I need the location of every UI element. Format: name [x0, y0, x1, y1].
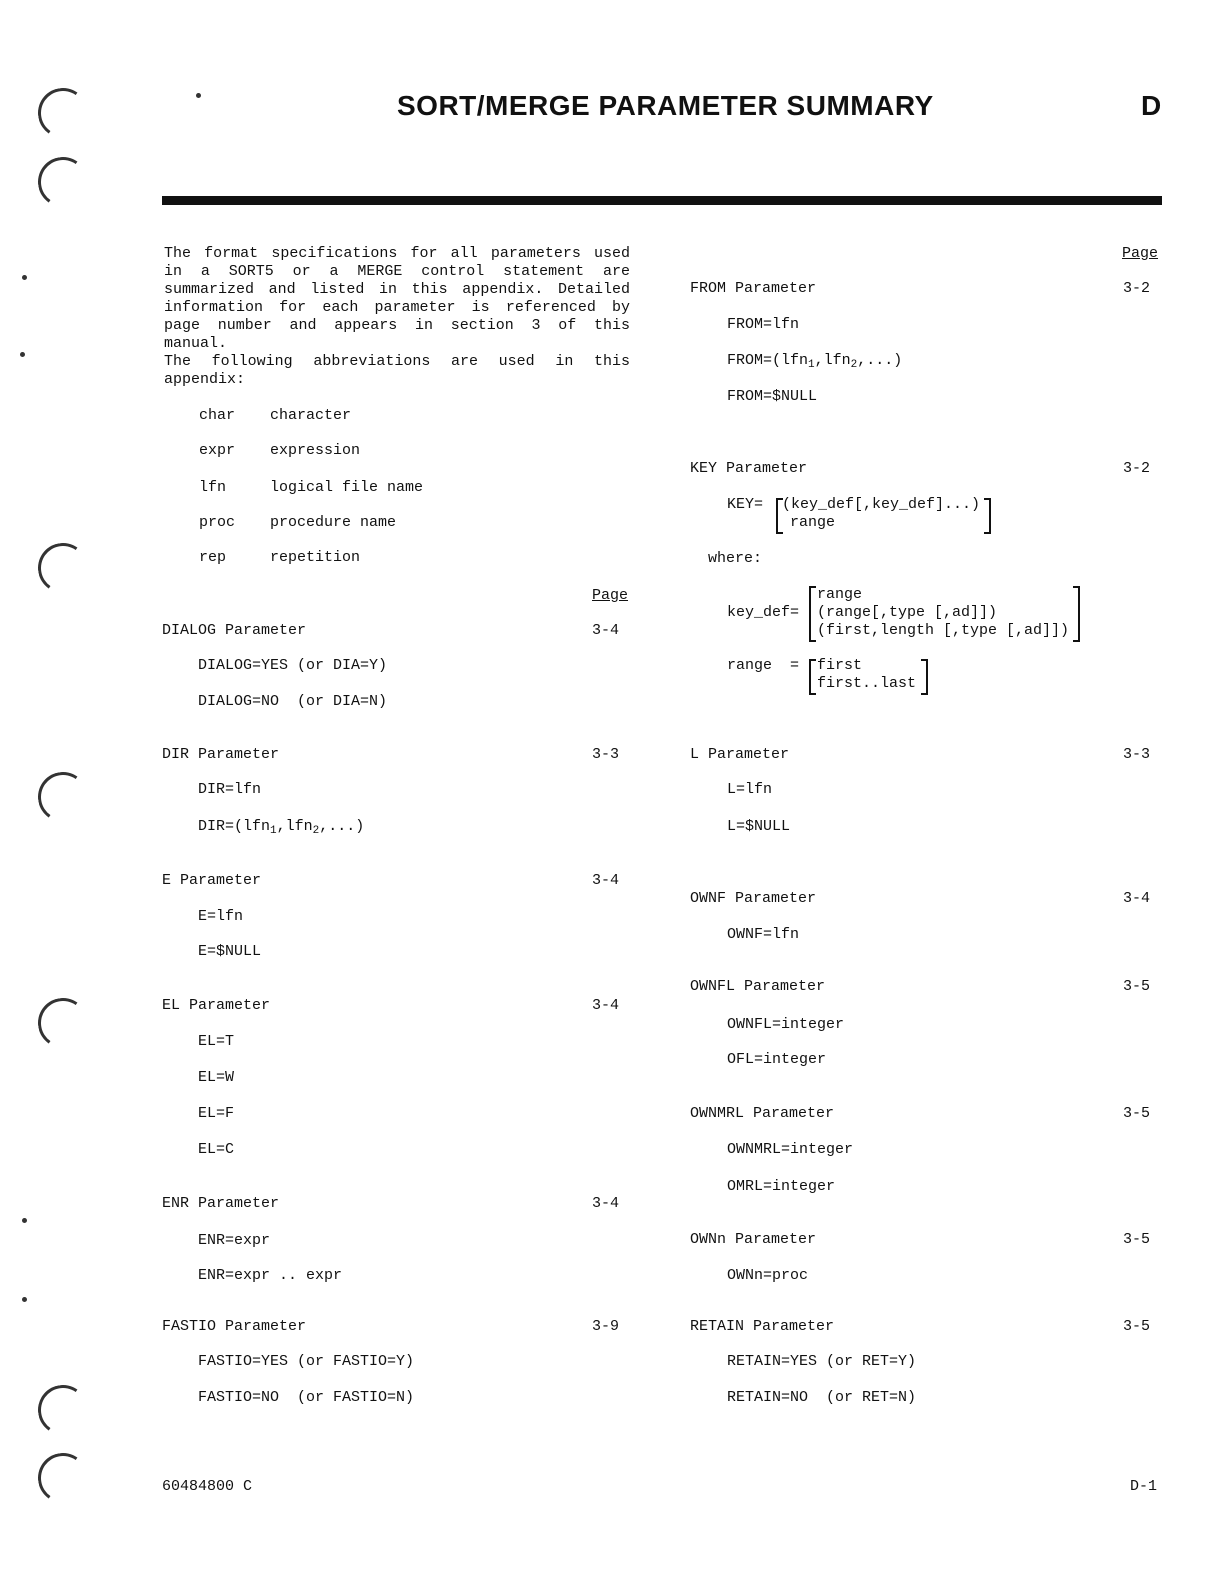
abbreviation-meaning: character [270, 407, 352, 424]
parameter-form: DIALOG=YES (or DIA=Y) [198, 657, 388, 674]
abbreviation-meaning: repetition [270, 549, 361, 566]
parameter-heading: ENR Parameter [162, 1195, 280, 1212]
page-reference: 3-4 [592, 997, 620, 1014]
binder-hole-mark [34, 539, 92, 597]
binder-hole-mark [34, 1449, 92, 1507]
right-bracket [984, 498, 991, 534]
page-reference: 3-3 [1123, 746, 1151, 763]
parameter-form: ENR=expr [198, 1232, 271, 1249]
page-title: SORT/MERGE PARAMETER SUMMARY [397, 90, 934, 121]
parameter-heading: E Parameter [162, 872, 262, 889]
parameter-form: E=$NULL [198, 943, 262, 960]
parameter-form: DIALOG=NO (or DIA=N) [198, 693, 388, 710]
range-option: first..last [817, 675, 917, 692]
binder-hole-mark [34, 768, 92, 826]
page-reference: 3-5 [1123, 978, 1151, 995]
key-def-option: range [817, 586, 863, 603]
abbreviation-meaning: procedure name [270, 514, 397, 531]
parameter-form: RETAIN=NO (or RET=N) [727, 1389, 917, 1406]
range-option: first [817, 657, 863, 674]
parameter-heading: KEY Parameter [690, 460, 808, 477]
parameter-form: OWNFL=integer [727, 1016, 845, 1033]
abbreviation-term: lfn [199, 479, 227, 496]
parameter-form: L=$NULL [727, 818, 791, 835]
abbreviation-term: expr [199, 442, 236, 459]
page-column-heading: Page [1122, 245, 1159, 262]
parameter-form: OWNn=proc [727, 1267, 809, 1284]
binder-hole-mark [34, 994, 92, 1052]
page-reference: 3-2 [1123, 460, 1151, 477]
parameter-heading: DIALOG Parameter [162, 622, 307, 639]
parameter-form: OWNF=lfn [727, 926, 800, 943]
key-def-label: key_def= [727, 604, 800, 621]
header-rule [162, 196, 1162, 205]
page-number: D-1 [1130, 1478, 1158, 1495]
abbreviation-term: char [199, 407, 236, 424]
abbreviation-term: proc [199, 514, 236, 531]
parameter-heading: OWNFL Parameter [690, 978, 826, 995]
parameter-heading: L Parameter [690, 746, 790, 763]
parameter-form: RETAIN=YES (or RET=Y) [727, 1353, 917, 1370]
key-def-option: (first,length [,type [,ad]]) [817, 622, 1070, 639]
parameter-heading: FROM Parameter [690, 280, 817, 297]
parameter-heading: RETAIN Parameter [690, 1318, 835, 1335]
parameter-form: E=lfn [198, 908, 244, 925]
key-label: KEY= [727, 496, 764, 513]
parameter-form: FROM=(lfn$_1$,lfn$_2$,...) [727, 352, 903, 371]
parameter-heading: OWNMRL Parameter [690, 1105, 835, 1122]
page-reference: 3-4 [592, 622, 620, 639]
key-def-option: (range[,type [,ad]]) [817, 604, 998, 621]
abbreviation-meaning: logical file name [270, 479, 424, 496]
page-reference: 3-5 [1123, 1105, 1151, 1122]
parameter-form: DIR=lfn [198, 781, 262, 798]
abbreviation-meaning: expression [270, 442, 361, 459]
page-reference: 3-3 [592, 746, 620, 763]
parameter-form: DIR=(lfn$_1$,lfn$_2$,...) [198, 818, 365, 837]
abbreviations-intro: The following abbreviations are used in this appendix: [164, 353, 630, 388]
parameter-heading: EL Parameter [162, 997, 271, 1014]
page-reference: 3-4 [592, 1195, 620, 1212]
page-reference: 3-4 [592, 872, 620, 889]
scan-speck [22, 1297, 27, 1302]
parameter-form: OFL=integer [727, 1051, 827, 1068]
right-bracket [921, 659, 928, 695]
parameter-form: FROM=$NULL [727, 388, 818, 405]
parameter-form: FASTIO=YES (or FASTIO=Y) [198, 1353, 415, 1370]
parameter-form: L=lfn [727, 781, 773, 798]
left-bracket [809, 659, 816, 695]
page-reference: 3-4 [1123, 890, 1151, 907]
parameter-form: FROM=lfn [727, 316, 800, 333]
parameter-form: EL=F [198, 1105, 235, 1122]
abbreviation-term: rep [199, 549, 227, 566]
scan-speck [22, 1218, 27, 1223]
binder-hole-mark [34, 84, 92, 142]
document-number: 60484800 C [162, 1478, 253, 1495]
parameter-form: EL=W [198, 1069, 235, 1086]
parameter-form: EL=C [198, 1141, 235, 1158]
parameter-form: OWNMRL=integer [727, 1141, 854, 1158]
parameter-heading: OWNn Parameter [690, 1231, 817, 1248]
page-reference: 3-5 [1123, 1318, 1151, 1335]
parameter-form: ENR=expr .. expr [198, 1267, 343, 1284]
binder-hole-mark [34, 1381, 92, 1439]
key-option: (key_def[,key_def]...) [782, 496, 981, 513]
page-reference: 3-5 [1123, 1231, 1151, 1248]
parameter-form: OMRL=integer [727, 1178, 836, 1195]
binder-hole-mark [34, 153, 92, 211]
parameter-form: EL=T [198, 1033, 235, 1050]
parameter-heading: FASTIO Parameter [162, 1318, 307, 1335]
parameter-heading: OWNF Parameter [690, 890, 817, 907]
scan-speck [22, 275, 27, 280]
left-bracket [809, 586, 816, 642]
range-label: range = [727, 657, 800, 674]
right-bracket [1073, 586, 1080, 642]
where-label: where: [708, 550, 763, 567]
intro-paragraph: The format specifications for all parameters used in a SORT5 or a MERGE control statement are summarized and listed in this appendix. Detailed information for each parameter is referenced by page number and appears in section 3 of this manual. [164, 245, 630, 352]
scan-speck [20, 352, 25, 357]
scan-speck [196, 93, 201, 98]
page-column-heading: Page [592, 587, 629, 604]
parameter-heading: DIR Parameter [162, 746, 280, 763]
appendix-letter: D [1141, 90, 1162, 121]
page-reference: 3-2 [1123, 280, 1151, 297]
key-option: range [790, 514, 836, 531]
parameter-form: FASTIO=NO (or FASTIO=N) [198, 1389, 415, 1406]
page-reference: 3-9 [592, 1318, 620, 1335]
